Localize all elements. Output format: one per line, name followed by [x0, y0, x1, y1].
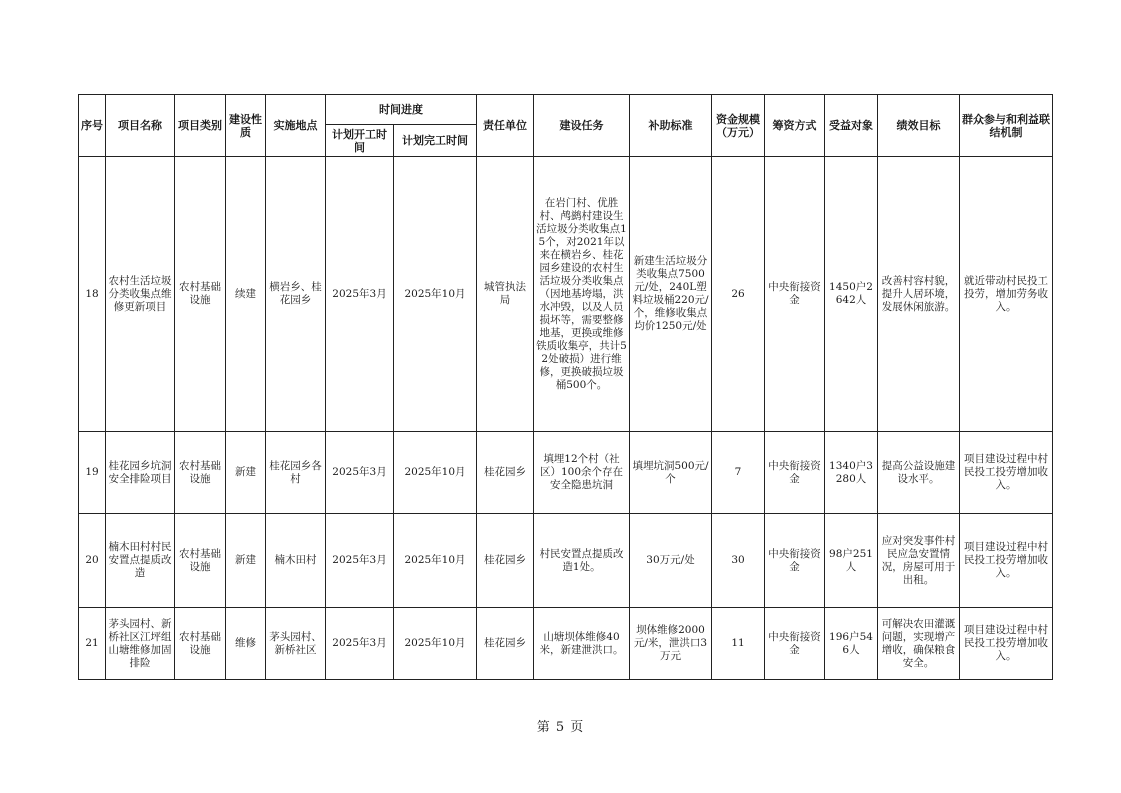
project-table	[78, 94, 1053, 680]
cell-mechanism: 项目建设过程中村民投工投劳增加收入。	[960, 608, 1053, 680]
cell-scale: 7	[712, 432, 765, 514]
cell-name: 农村生活垃圾分类收集点维修更新项目	[106, 157, 175, 432]
cell-start: 2025年3月	[326, 608, 394, 680]
cell-seq: 21	[79, 608, 106, 680]
table-row	[79, 608, 1053, 680]
cell-location: 桂花园乡各村	[266, 432, 326, 514]
header-unit: 责任单位	[477, 95, 534, 157]
cell-end: 2025年10月	[394, 432, 477, 514]
header-name: 项目名称	[106, 95, 175, 157]
cell-mechanism: 项目建设过程中村民投工投劳增加收入。	[960, 432, 1053, 514]
cell-task: 村民安置点提质改造1处。	[534, 514, 630, 608]
cell-subsidy: 填埋坑洞500元/个	[630, 432, 712, 514]
cell-unit: 桂花园乡	[477, 608, 534, 680]
cell-goal: 可解决农田灌溉问题，实现增产增收，确保粮食安全。	[878, 608, 960, 680]
page-number: 第 5 页	[536, 720, 585, 735]
header-beneficiary: 受益对象	[825, 95, 878, 157]
cell-seq: 20	[79, 514, 106, 608]
cell-funding: 中央衔接资金	[765, 514, 825, 608]
cell-unit: 桂花园乡	[477, 432, 534, 514]
cell-seq: 19	[79, 432, 106, 514]
header-funding: 筹资方式	[765, 95, 825, 157]
cell-start: 2025年3月	[326, 157, 394, 432]
cell-task: 填埋12个村（社区）100余个存在安全隐患坑洞	[534, 432, 630, 514]
cell-beneficiary: 1450户2642人	[825, 157, 878, 432]
cell-name: 茅头园村、新桥社区江坪组山塘维修加固排险	[106, 608, 175, 680]
cell-name: 楠木田村村民安置点提质改造	[106, 514, 175, 608]
header-scale: 资金规模（万元）	[712, 95, 765, 157]
cell-nature: 续建	[226, 157, 266, 432]
table-row	[79, 157, 1053, 432]
cell-start: 2025年3月	[326, 514, 394, 608]
cell-scale: 11	[712, 608, 765, 680]
cell-mechanism: 就近带动村民投工投劳，增加劳务收入。	[960, 157, 1053, 432]
header-category: 项目类别	[175, 95, 226, 157]
cell-goal: 提高公益设施建设水平。	[878, 432, 960, 514]
cell-funding: 中央衔接资金	[765, 608, 825, 680]
cell-location: 横岩乡、桂花园乡	[266, 157, 326, 432]
cell-category: 农村基础设施	[175, 514, 226, 608]
cell-unit: 城管执法局	[477, 157, 534, 432]
cell-task: 在岩门村、优胜村、鸬鹚村建设生活垃圾分类收集点15个，对2021年以来在横岩乡、桂花园乡建设的农村生活垃圾分类收集点（因地基垮塌，洪水冲毁，以及人员损坏等，需要整修地基，更换或维修铁质收集亭，共计52处破损）进行维修，更换破损垃圾桶500个。	[534, 157, 630, 432]
cell-subsidy: 坝体维修2000元/米，泄洪口3万元	[630, 608, 712, 680]
cell-beneficiary: 98户251人	[825, 514, 878, 608]
header-goal: 绩效目标	[878, 95, 960, 157]
cell-funding: 中央衔接资金	[765, 432, 825, 514]
header-subsidy: 补助标准	[630, 95, 712, 157]
cell-name: 桂花园乡坑洞安全排险项目	[106, 432, 175, 514]
header-nature: 建设性质	[226, 95, 266, 157]
cell-nature: 维修	[226, 608, 266, 680]
header-mechanism: 群众参与和利益联结机制	[960, 95, 1053, 157]
cell-goal: 改善村容村貌，提升人居环境，发展休闲旅游。	[878, 157, 960, 432]
header-row	[79, 95, 1053, 125]
cell-location: 楠木田村	[266, 514, 326, 608]
table-row	[79, 432, 1053, 514]
header-seq: 序号	[79, 95, 106, 157]
cell-end: 2025年10月	[394, 157, 477, 432]
cell-end: 2025年10月	[394, 514, 477, 608]
header-start: 计划开工时间	[326, 125, 394, 157]
cell-start: 2025年3月	[326, 432, 394, 514]
cell-goal: 应对突发事件村民应急安置情况，房屋可用于出租。	[878, 514, 960, 608]
cell-beneficiary: 1340户3280人	[825, 432, 878, 514]
cell-nature: 新建	[226, 514, 266, 608]
cell-task: 山塘坝体维修40米，新建泄洪口。	[534, 608, 630, 680]
cell-funding: 中央衔接资金	[765, 157, 825, 432]
cell-category: 农村基础设施	[175, 157, 226, 432]
cell-seq: 18	[79, 157, 106, 432]
cell-location: 茅头园村、新桥社区	[266, 608, 326, 680]
cell-unit: 桂花园乡	[477, 514, 534, 608]
cell-end: 2025年10月	[394, 608, 477, 680]
header-task: 建设任务	[534, 95, 630, 157]
cell-beneficiary: 196户546人	[825, 608, 878, 680]
header-location: 实施地点	[266, 95, 326, 157]
cell-category: 农村基础设施	[175, 608, 226, 680]
cell-mechanism: 项目建设过程中村民投工投劳增加收入。	[960, 514, 1053, 608]
header-end: 计划完工时间	[394, 125, 477, 157]
cell-subsidy: 30万元/处	[630, 514, 712, 608]
cell-category: 农村基础设施	[175, 432, 226, 514]
cell-subsidy: 新建生活垃圾分类收集点7500元/处，240L塑料垃圾桶220元/个，维修收集点均价1250元/处	[630, 157, 712, 432]
header-schedule: 时间进度	[326, 95, 477, 125]
cell-scale: 26	[712, 157, 765, 432]
table-row	[79, 514, 1053, 608]
cell-scale: 30	[712, 514, 765, 608]
cell-nature: 新建	[226, 432, 266, 514]
